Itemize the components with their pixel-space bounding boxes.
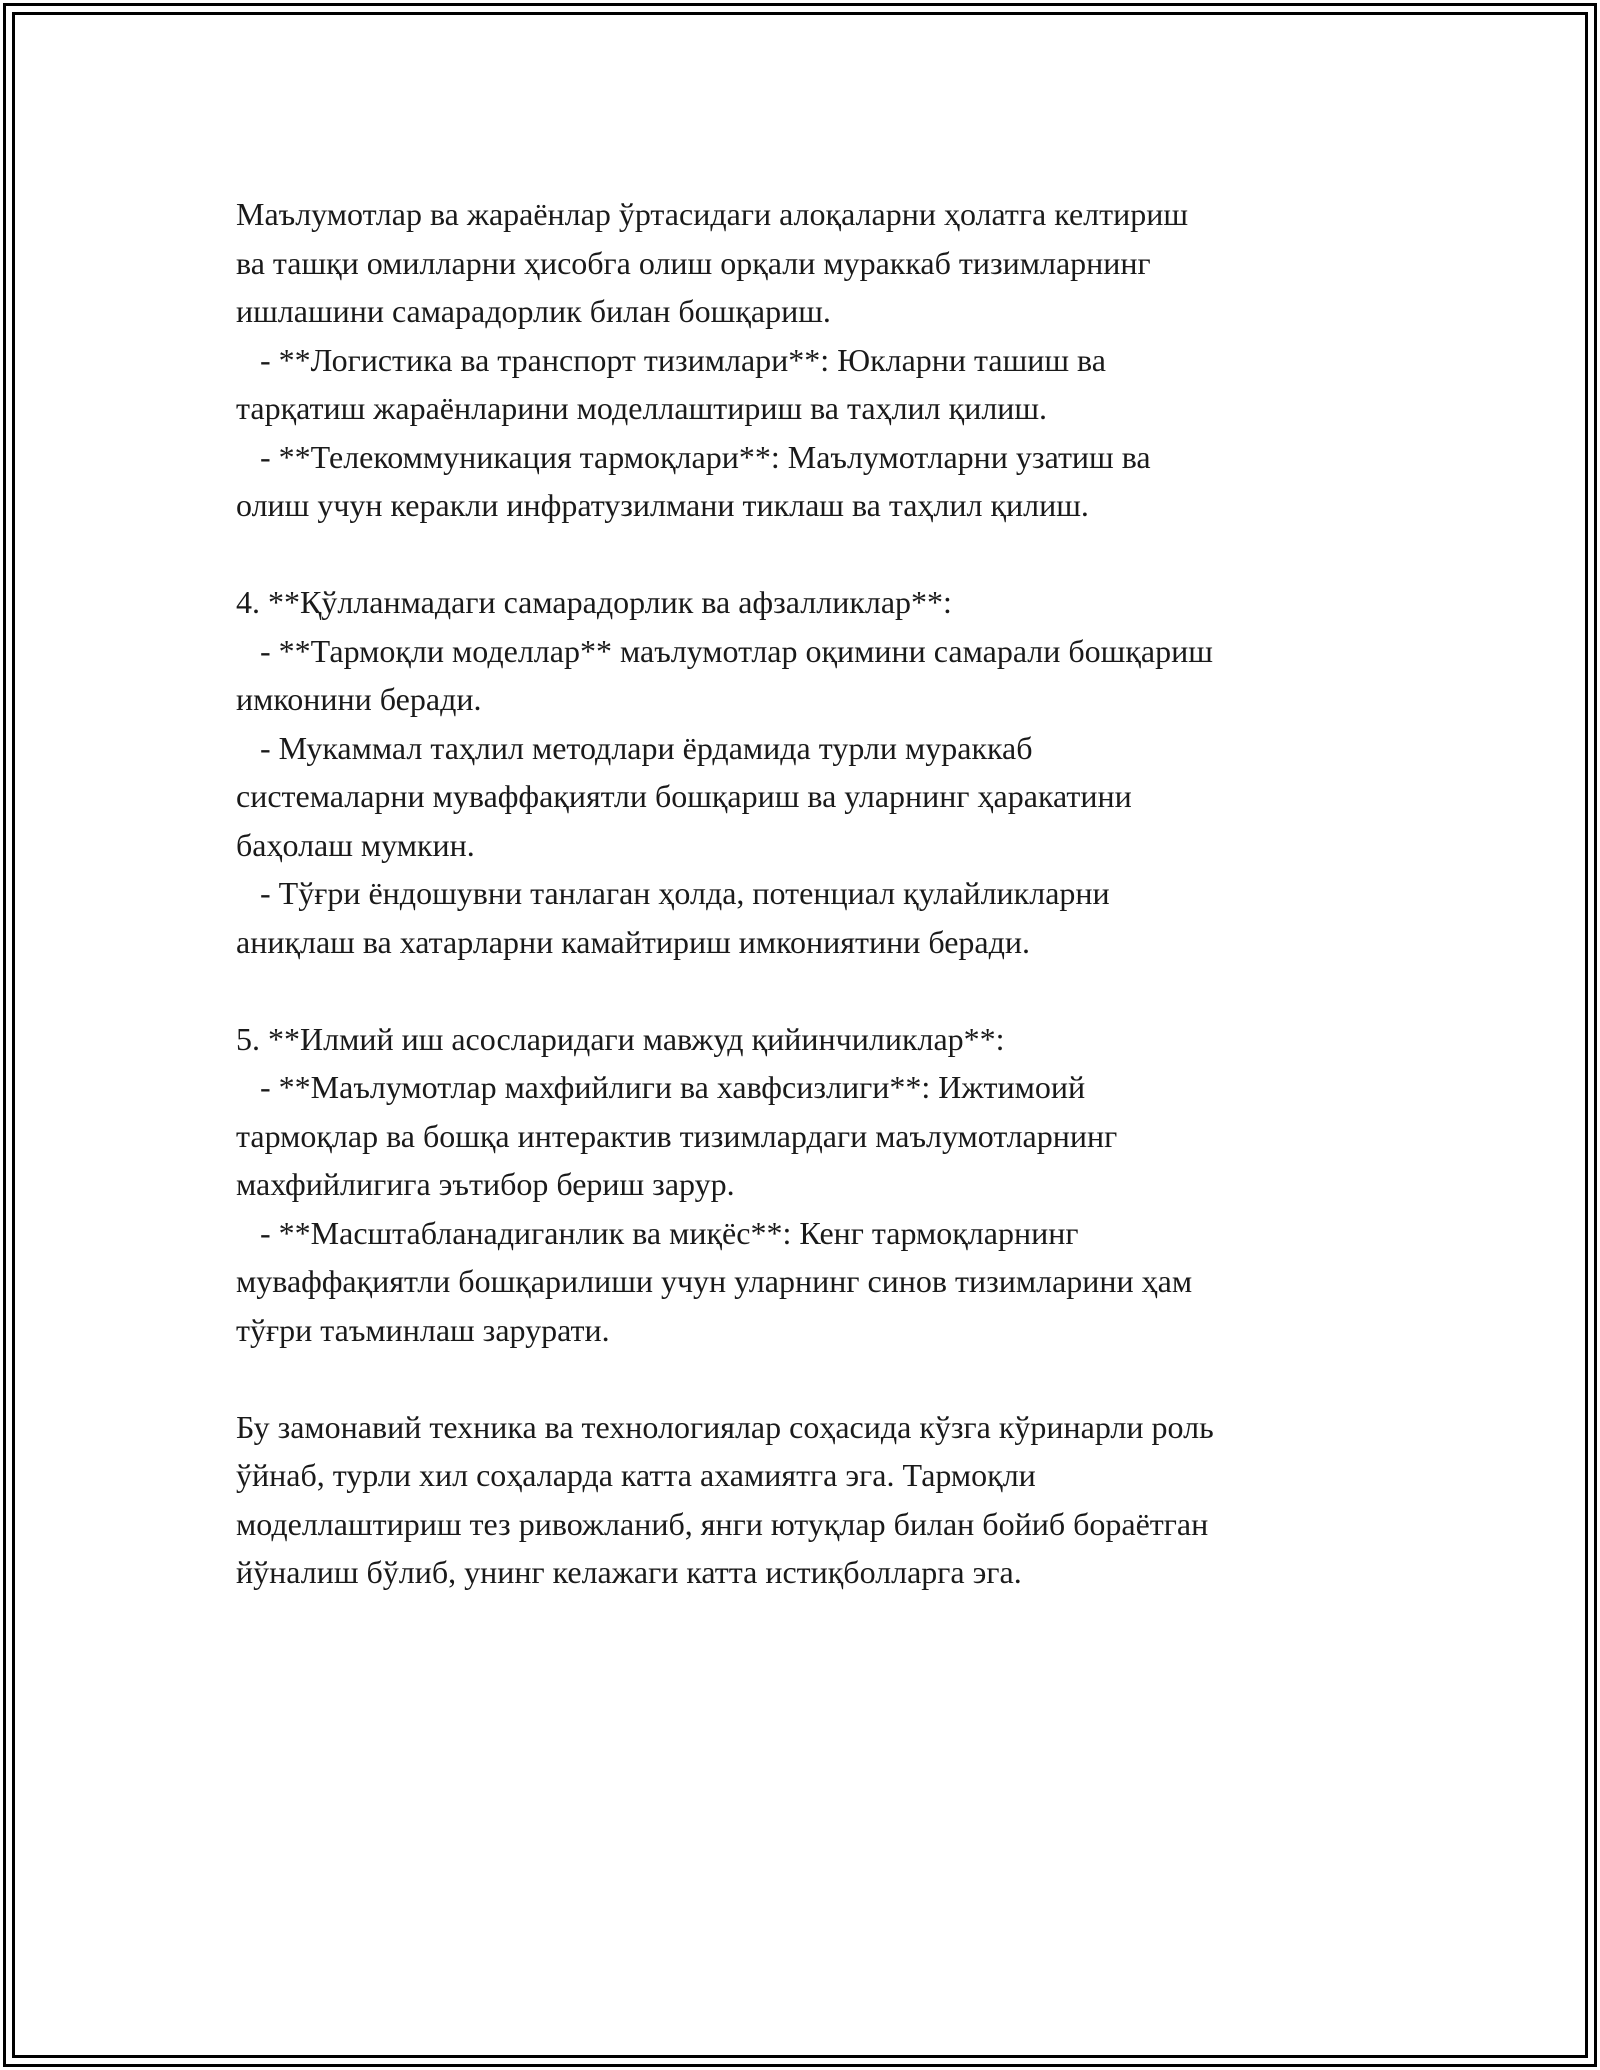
list-item-network-models: - **Тармоқли моделлар** маълумотлар оқимини самарали бошқариш (236, 632, 1213, 669)
conclusion-line: йўналиш бўлиб, унинг келажаги катта истиқболларга эга. (236, 1554, 1022, 1590)
text-line: системаларни муваффақиятли бошқариш ва уларнинг ҳаракатини (236, 778, 1132, 814)
section-heading-5: 5. **Илмий иш асосларидаги мавжуд қийинчиликлар**: (236, 1020, 1005, 1057)
text-line: олиш учун керакли инфратузилмани тиклаш ва таҳлил қилиш. (236, 487, 1089, 523)
list-item-scalability: - **Масштабланадиганлик ва миқёс**: Кенг тармоқларнинг (236, 1214, 1079, 1251)
text-line: ва ташқи омилларни ҳисобга олиш орқали мураккаб тизимларнинг (236, 244, 1151, 281)
document-body (236, 190, 1396, 1597)
text-line: махфийлигига эътибор бериш зарур. (236, 1166, 735, 1202)
text-line: имконини беради. (236, 681, 482, 717)
list-item-analysis-methods: - Мукаммал таҳлил методлари ёрдамида турли мураккаб (236, 729, 1033, 766)
text-line: аниқлаш ва хатарларни камайтириш имкониятини беради. (236, 923, 1031, 960)
blank-line (236, 530, 1396, 579)
text-line: ишлашини самарадорлик билан бошқариш. (236, 293, 831, 329)
text-line: тўғри таъминлаш зарурати. (236, 1311, 610, 1348)
list-item-logistics: - **Логистика ва транспорт тизимлари**: Юкларни ташиш ва (236, 341, 1106, 378)
blank-line (236, 966, 1396, 1015)
list-item-telecom: - **Телекоммуникация тармоқлари**: Маълумотларни узатиш ва (236, 438, 1151, 475)
conclusion-line: Бу замонавий техника ва технологиялар соҳасида кўзга кўринарли роль (236, 1408, 1214, 1445)
section-heading-4: 4. **Қўлланмадаги самарадорлик ва афзалликлар**: (236, 584, 952, 620)
blank-line (236, 1354, 1396, 1403)
conclusion-line: ўйнаб, турли хил соҳаларда катта ахамиятга эга. Тармоқли (236, 1457, 1036, 1493)
list-item-privacy: - **Маълумотлар махфийлиги ва хавфсизлиги**: Ижтимоий (236, 1069, 1086, 1105)
list-item-approach: - Тўғри ёндошувни танлаган ҳолда, потенциал қулайликларни (236, 875, 1110, 911)
text-line: муваффақиятли бошқарилиши учун уларнинг синов тизимларини ҳам (236, 1263, 1193, 1299)
text-line: тарқатиш жараёнларини моделлаштириш ва таҳлил қилиш. (236, 390, 1048, 426)
text-line: Маълумотлар ва жараёнлар ўртасидаги алоқаларни ҳолатга келтириш (236, 196, 1188, 232)
conclusion-line: моделлаштириш тез ривожланиб, янги ютуқлар билан бойиб бораётган (236, 1505, 1209, 1542)
text-line: тармоқлар ва бошқа интерактив тизимлардаги маълумотларнинг (236, 1117, 1118, 1154)
text-line: баҳолаш мумкин. (236, 826, 475, 863)
